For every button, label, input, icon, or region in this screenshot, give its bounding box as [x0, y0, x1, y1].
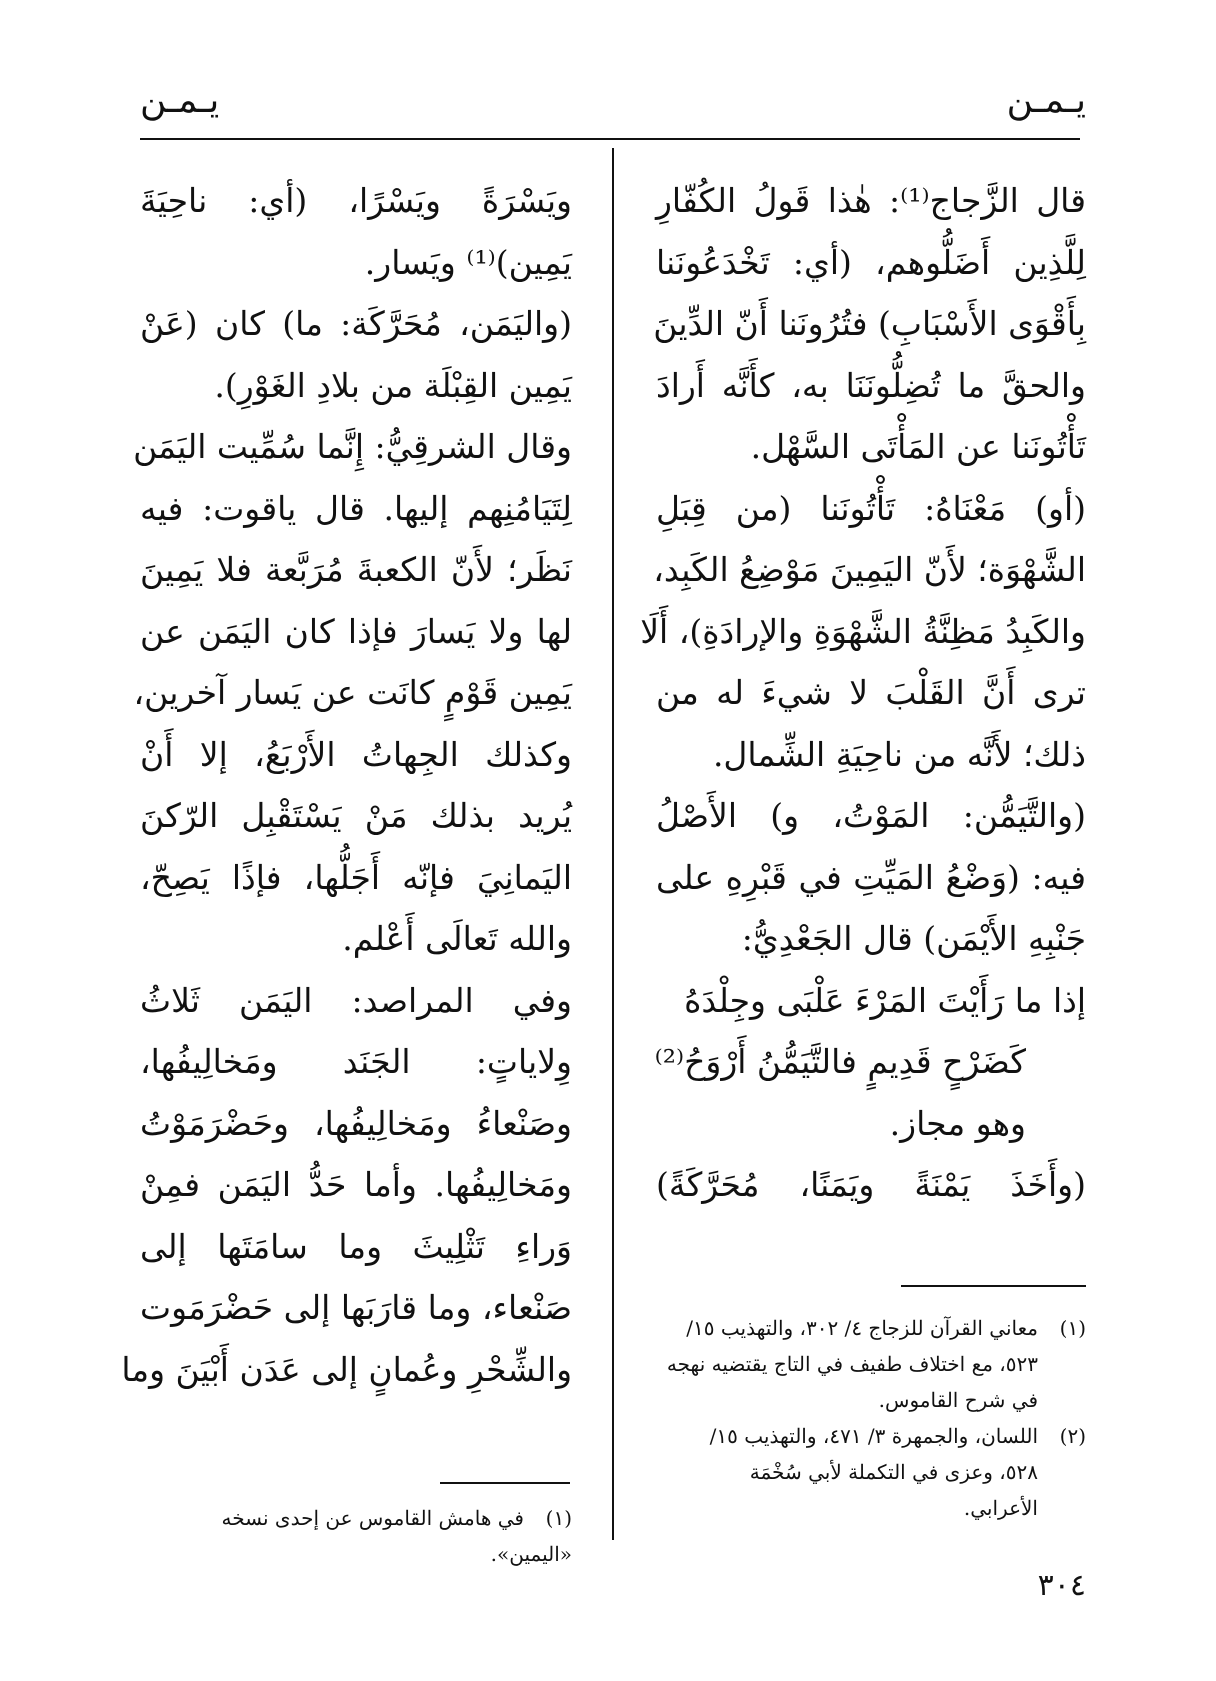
text-line: اليَمانِيَ فإنّه أَجَلُّها، فإذًا يَصِحّ، — [140, 857, 572, 897]
text-line: يَمِين قَوْمٍ كانَت عن يَسار آخرين، — [133, 673, 572, 712]
footnote — [140, 1500, 572, 1572]
footnote-rule-right — [901, 1285, 1086, 1287]
text-line: وفي المراصد: اليَمَن ثَلاثُ — [140, 980, 572, 1020]
footnote — [656, 1310, 1086, 1346]
text-line: (وأَخَذَ يَمْنَةً ويَمَنًا، مُحَرَّكَةً) — [656, 1165, 1086, 1204]
text-line: وَراءِ تَثْلِيثَ وما سامَتَها إلى — [140, 1226, 572, 1266]
right-column — [640, 170, 1087, 1216]
text-line: (أو) مَعْنَاهُ: تَأْتُونَنا (من قِبَلِ — [656, 488, 1086, 528]
footnote-number: (١) — [545, 1506, 572, 1530]
text-line: ومَخالِيفُها. وأما حَدُّ اليَمَن فمِنْ — [140, 1165, 572, 1204]
running-head-left: يـمـن — [140, 80, 220, 121]
footnote-line: معاني القرآن للزجاج ٤/ ٣٠٢، والتهذيب ١٥/ — [686, 1316, 1038, 1340]
verse-line: إذا ما رَأَيْتَ المَرْءَ عَلْبَى وجِلْدَهُ — [684, 980, 1086, 1020]
text-line: يَمِين)⁽¹⁾ ويَسار. — [364, 242, 572, 282]
text-line: (واليَمَن، مُحَرَّكَة: ما) كان (عَنْ — [140, 304, 572, 343]
text-line: لها ولا يَسارَ فإذا كان اليَمَن عن — [140, 611, 572, 651]
text-line: ويَسْرَةً ويَسْرًا، (أي: ناحِيَةَ — [140, 181, 572, 220]
footnote-line: الأعرابي. — [963, 1496, 1038, 1520]
text-line: صَنْعاء، وما قارَبَها إلى حَضْرَمَوت — [140, 1288, 572, 1327]
text-line: وكذلك الجِهاتُ الأَرْبَعُ، إلا أَنْ — [140, 734, 572, 774]
footnote-number: (١) — [1059, 1316, 1086, 1340]
footnote-line: في شرح القاموس. — [878, 1388, 1038, 1412]
left-column — [121, 170, 572, 1400]
text-line: لِتَيَامُنِهم إليها. قال ياقوت: فيه — [140, 488, 572, 528]
footnote-rule-left — [440, 1482, 570, 1484]
header-rule — [140, 138, 1080, 140]
column-divider — [612, 148, 614, 1540]
verse-line: كَضَرْحٍ قَدِيمٍ فالتَّيَمُّنُ أَرْوَحُ⁽²⁾ — [654, 1042, 1026, 1081]
page-number: ٣٠٤ — [1037, 1568, 1086, 1603]
text-line: نَظَر؛ لأَنّ الكعبةَ مُرَبَّعة فلا يَمِينَ — [140, 550, 572, 589]
text-line: ذلك؛ لأَنَّه من ناحِيَةِ الشِّمال. — [712, 734, 1086, 774]
text-line: قال الزَّجاج⁽¹⁾: هٰذا قَولُ الكُفّارِ — [656, 181, 1087, 220]
text-line: والشِّحْرِ وعُمانٍ إلى عَدَن أَبْيَنَ وما — [121, 1349, 572, 1389]
text-line: (والتَّيَمُّن: المَوْتُ، و) الأَصْلُ — [656, 796, 1086, 835]
text-line: فيه: (وَضْعُ المَيِّتِ في قَبْرِهِ على — [656, 857, 1086, 897]
text-line: وِلاياتٍ: الجَنَد ومَخالِيفُها، — [140, 1042, 572, 1081]
footnote-line: اللسان، والجمهرة ٣/ ٤٧١، والتهذيب ١٥/ — [709, 1424, 1038, 1448]
footnote-number: (٢) — [1059, 1424, 1086, 1448]
footnote-line: في هامش القاموس عن إحدى نسخه «اليمين». — [221, 1506, 572, 1566]
footnote — [656, 1418, 1086, 1454]
text-line: لِلَّذِين أَضَلُّوهم، (أي: تَخْدَعُونَنا — [656, 242, 1086, 282]
text-line: وصَنْعاءُ ومَخالِيفُها، وحَضْرَمَوْتُ — [140, 1103, 572, 1143]
footnotes-left — [140, 1500, 572, 1572]
text-line: جَنْبِهِ الأَيْمَن) قال الجَعْدِيُّ: — [741, 919, 1086, 958]
text-line: وهو مجاز. — [889, 1103, 1026, 1143]
footnote-line: ٥٢٣، مع اختلاف طفيف في التاج يقتضيه نهجه — [666, 1352, 1038, 1376]
text-line: بِأَقْوَى الأَسْبَابِ) فتُرُونَنا أَنّ الدِّينَ — [653, 304, 1086, 343]
text-line: الشَّهْوَة؛ لأَنّ اليَمِينَ مَوْضِعُ الكَبِد، — [653, 550, 1086, 589]
text-line: يُريد بذلك مَنْ يَسْتَقْبِل الرّكنَ — [140, 796, 572, 835]
running-head-right: يـمـن — [1006, 80, 1086, 121]
text-line: يَمِين القِبْلَة من بلادِ الغَوْرِ). — [214, 365, 572, 405]
text-line: ترى أَنَّ القَلْبَ لا شيءَ له من — [656, 673, 1086, 712]
text-line: تَأْتُونَنا عن المَأْتَى السَّهْل. — [750, 427, 1086, 466]
text-line: والحقَّ ما تُضِلُّونَنَا به، كأَنَّه أَرادَ — [656, 365, 1086, 405]
footnote-line: ٥٢٨، وعزى في التكملة لأبي سُخْمَة — [749, 1460, 1038, 1484]
text-line: والكَبِدُ مَظِنَّةُ الشَّهْوَةِ والإرادَةِ)، أَلَا — [640, 611, 1086, 651]
footnotes-right — [656, 1310, 1086, 1526]
text-line: وقال الشرقِيُّ: إِنَّما سُمِّيت اليَمَن — [133, 427, 572, 466]
text-line: والله تَعالَى أَعْلم. — [342, 919, 572, 958]
